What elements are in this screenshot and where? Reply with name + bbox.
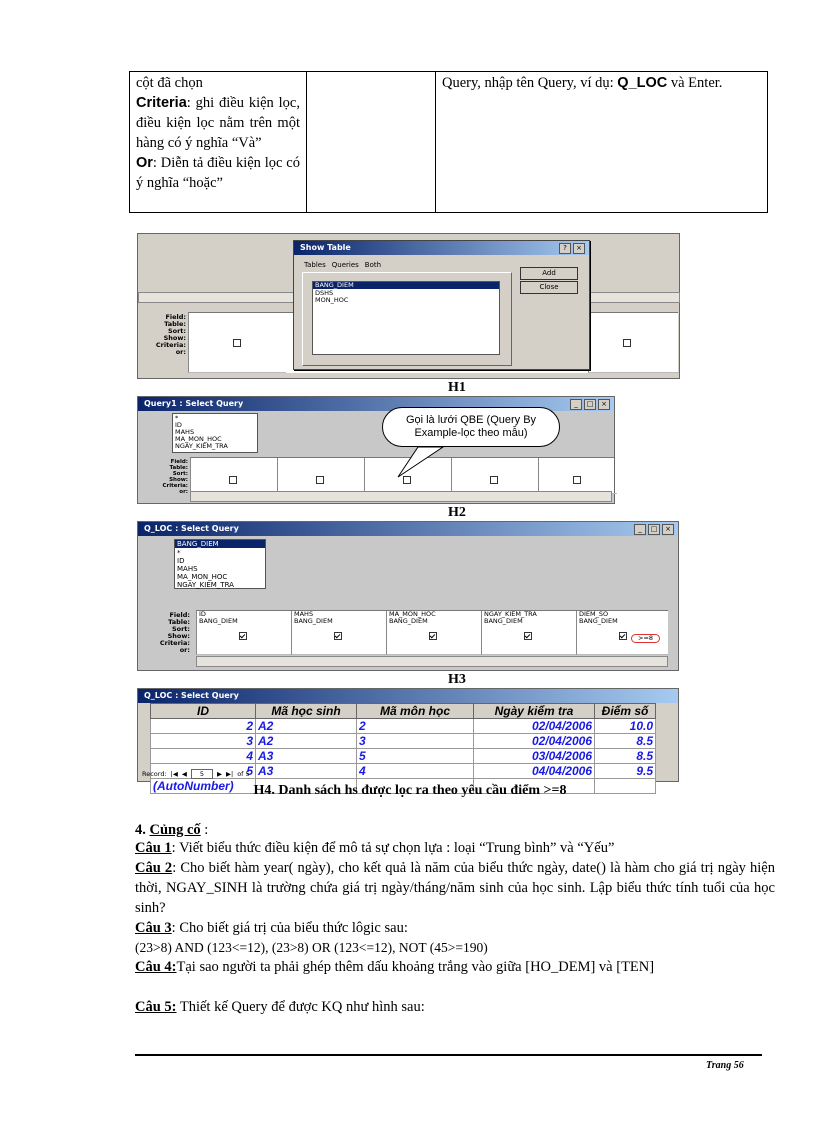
window-title-text: Q_LOC : Select Query xyxy=(144,691,239,700)
table-row[interactable] xyxy=(151,749,656,764)
row-label: Field: xyxy=(165,313,186,321)
field-list xyxy=(174,539,266,589)
field-item[interactable]: ID xyxy=(175,421,182,429)
grid-table[interactable]: BANG_DIEM xyxy=(484,617,523,625)
field-item[interactable]: MA_MON_HOC xyxy=(177,573,228,581)
grid-table[interactable]: BANG_DIEM xyxy=(389,617,428,625)
record-navigator xyxy=(142,769,250,779)
column-header[interactable]: Mã môn học xyxy=(357,704,474,719)
record-label: Record: xyxy=(142,770,167,778)
question-label: Câu 2 xyxy=(135,860,173,876)
grid-field[interactable]: DIEM_SO xyxy=(579,610,609,618)
h1-screenshot xyxy=(137,233,680,379)
field-item[interactable]: NGAY_KIEM_TRA xyxy=(175,442,228,450)
add-button[interactable]: Add xyxy=(520,267,578,280)
show-checkbox[interactable] xyxy=(239,632,247,640)
heading-number: 4. xyxy=(135,822,150,838)
table-row[interactable] xyxy=(151,734,656,749)
h2-scrollbar[interactable] xyxy=(190,491,612,502)
cell-id[interactable]: 2 xyxy=(151,719,256,734)
cell-line-selected-column: cột đã chọn xyxy=(136,75,203,91)
cell-student[interactable]: A3 xyxy=(256,749,357,764)
grid-table[interactable]: BANG_DIEM xyxy=(199,617,238,625)
column-header[interactable]: Điểm số xyxy=(595,704,656,719)
question-text: : Cho biết giá trị của biểu thức lôgic sau: xyxy=(171,920,408,936)
cell-id[interactable]: 4 xyxy=(151,749,256,764)
cell-autonumber[interactable]: (AutoNumber) xyxy=(151,779,256,794)
close-icon[interactable]: × xyxy=(573,243,585,254)
nav-last-icon[interactable]: ▶| xyxy=(226,770,234,778)
question-text: Tại sao người ta phải ghép thêm dấu khoảng trắng vào giữa [HO_DEM] và [TEN] xyxy=(176,959,655,975)
cell-subject[interactable]: 5 xyxy=(357,749,474,764)
row-label: or: xyxy=(175,348,186,356)
row-label: or: xyxy=(179,489,188,495)
tab-tables[interactable]: Tables xyxy=(304,261,326,269)
grid-column[interactable] xyxy=(538,458,617,494)
grid-column[interactable] xyxy=(588,313,679,373)
question-1 xyxy=(135,838,775,858)
minimize-icon[interactable]: _ xyxy=(634,524,646,535)
question-label: Câu 4: xyxy=(135,959,177,975)
window-controls xyxy=(634,524,674,535)
row-label: Table: xyxy=(164,320,186,328)
row-label: Table: xyxy=(169,465,188,471)
tab-queries[interactable]: Queries xyxy=(331,261,359,269)
or-keyword: Or xyxy=(136,155,153,171)
table-list xyxy=(312,281,500,355)
nav-next-icon[interactable]: ▶ xyxy=(217,770,222,778)
question-label: Câu 1 xyxy=(135,840,172,856)
heading-tail: : xyxy=(200,822,209,838)
nav-prev-icon[interactable]: ◀ xyxy=(181,770,187,778)
cell-subject[interactable]: 4 xyxy=(357,764,474,779)
result-datasheet xyxy=(150,703,656,794)
row-label: Sort: xyxy=(171,625,190,633)
close-icon[interactable]: × xyxy=(598,399,610,410)
h2-row-labels xyxy=(142,459,188,495)
h2-caption: H2 xyxy=(448,505,466,520)
table-cell-description xyxy=(130,72,307,213)
window-title-text: Query1 : Select Query xyxy=(144,399,244,408)
h3-row-labels xyxy=(142,612,190,654)
grid-field[interactable]: MAHS xyxy=(294,610,314,618)
grid-column[interactable] xyxy=(196,611,293,655)
show-checkbox[interactable] xyxy=(524,632,532,640)
row-label: Show: xyxy=(167,632,190,640)
cell-score[interactable]: 10.0 xyxy=(595,719,656,734)
h1-caption: H1 xyxy=(448,380,466,395)
grid-column[interactable] xyxy=(481,611,578,655)
row-label: or: xyxy=(179,646,190,654)
table-list-item[interactable]: MON_HOC xyxy=(315,296,349,304)
help-icon[interactable]: ? xyxy=(559,243,571,254)
cell-date[interactable]: 02/04/2006 xyxy=(474,734,595,749)
show-checkbox[interactable] xyxy=(233,339,241,347)
cell-score[interactable]: 9.5 xyxy=(595,764,656,779)
column-header[interactable]: Ngày kiểm tra xyxy=(474,704,595,719)
grid-column[interactable] xyxy=(188,313,286,373)
question-text: : Viết biểu thức điều kiện để mô tả sự chọn lựa : loại “Trung bình” và “Yếu” xyxy=(171,840,615,856)
table-cell-instruction xyxy=(436,72,768,213)
h3-screenshot xyxy=(137,521,679,671)
instruction-text-after: và Enter. xyxy=(667,75,723,91)
field-list-title: BANG_DIEM xyxy=(175,540,265,548)
dialog-title-text: Show Table xyxy=(300,243,351,252)
field-item[interactable]: * xyxy=(177,549,181,557)
criteria-value[interactable]: >=8 xyxy=(631,634,660,643)
cell-score[interactable]: 8.5 xyxy=(595,749,656,764)
field-item[interactable]: MAHS xyxy=(175,428,195,436)
row-label: Criteria: xyxy=(159,639,190,647)
grid-column[interactable] xyxy=(291,611,388,655)
cell-date[interactable]: 04/04/2006 xyxy=(474,764,595,779)
window-title-text: Q_LOC : Select Query xyxy=(144,524,239,533)
window-title xyxy=(138,689,678,703)
h2-screenshot xyxy=(137,396,615,504)
cell-date[interactable]: 03/04/2006 xyxy=(474,749,595,764)
instruction-text-before: Query, nhập tên Query, ví dụ: xyxy=(442,75,618,91)
cell-student[interactable]: A3 xyxy=(256,764,357,779)
continuation-table xyxy=(129,71,768,213)
callout-tail xyxy=(388,447,448,487)
column-header[interactable]: ID xyxy=(151,704,256,719)
question-3 xyxy=(135,918,775,938)
criteria-description xyxy=(136,93,300,153)
dialog-title xyxy=(294,241,589,255)
close-icon[interactable]: × xyxy=(662,524,674,535)
cell-student[interactable]: A2 xyxy=(256,719,357,734)
cell-student[interactable]: A2 xyxy=(256,734,357,749)
question-4 xyxy=(135,957,775,977)
field-item[interactable]: * xyxy=(175,414,179,422)
row-label: Show: xyxy=(163,334,186,342)
show-checkbox[interactable] xyxy=(619,632,627,640)
field-item[interactable]: NGAY_KIEM_TRA xyxy=(177,581,234,589)
grid-column[interactable] xyxy=(277,458,366,494)
cell-date[interactable]: 02/04/2006 xyxy=(474,719,595,734)
section-heading xyxy=(135,820,775,840)
cell-id[interactable]: 5 xyxy=(151,764,256,779)
show-checkbox[interactable] xyxy=(229,476,237,484)
maximize-icon[interactable]: □ xyxy=(584,399,596,410)
window-controls xyxy=(570,399,610,410)
h4-caption: H4. Danh sách hs được lọc ra theo yêu cầu điểm >=8 xyxy=(253,783,567,798)
cell-subject[interactable]: 2 xyxy=(357,719,474,734)
tab-both[interactable]: Both xyxy=(364,261,382,269)
show-table-dialog xyxy=(293,240,590,370)
or-text: : Diễn tả điều kiện lọc có ý nghĩa “hoặc” xyxy=(136,155,300,191)
row-label: Table: xyxy=(168,618,190,626)
show-checkbox[interactable] xyxy=(490,476,498,484)
row-label: Show: xyxy=(169,477,188,483)
grid-table[interactable]: BANG_DIEM xyxy=(294,617,333,625)
or-description xyxy=(136,153,300,193)
grid-column[interactable] xyxy=(386,611,483,655)
show-checkbox[interactable] xyxy=(334,632,342,640)
record-count: of 5 xyxy=(237,770,250,778)
question-5 xyxy=(135,997,775,1017)
record-number[interactable]: 5 xyxy=(191,769,213,779)
qbe-callout: Gọi là lưới QBE (Query By Example-lọc theo mẫu) xyxy=(382,407,560,447)
question-label: Câu 3 xyxy=(135,920,172,936)
row-label: Sort: xyxy=(172,471,188,477)
footer-rule xyxy=(135,1054,762,1056)
grid-column[interactable] xyxy=(451,458,540,494)
criteria-text: : ghi điều kiện lọc, điều kiện lọc nằm trên một hàng có ý nghĩa “Và” xyxy=(136,95,300,151)
h3-qbe-grid xyxy=(196,610,668,655)
cell-id[interactable]: 3 xyxy=(151,734,256,749)
show-checkbox[interactable] xyxy=(573,476,581,484)
row-label: Field: xyxy=(170,459,188,465)
row-label: Sort: xyxy=(167,327,186,335)
dialog-controls xyxy=(559,243,585,254)
grid-field[interactable]: NGAY_KIEM_TRA xyxy=(484,610,537,618)
h1-row-labels xyxy=(142,314,186,356)
grid-table[interactable]: BANG_DIEM xyxy=(579,617,618,625)
row-label: Field: xyxy=(169,611,190,619)
question-label: Câu 5: xyxy=(135,999,177,1015)
query-name: Q_LOC xyxy=(617,75,668,91)
nav-first-icon[interactable]: |◀ xyxy=(170,770,178,778)
table-cell-empty xyxy=(307,72,436,213)
h3-caption: H3 xyxy=(448,672,466,687)
grid-field[interactable]: ID xyxy=(199,610,206,618)
grid-column[interactable] xyxy=(576,611,669,655)
question-text: : Cho biết hàm year( ngày), cho kết quả là năm của biểu thức ngày, date() là hàm cho giá trị ngày hiện thời, NGAY_SINH là trường chứa giá trị ngày/tháng/năm sinh của học sinh. Lập biểu thức tính tuổi của học sinh? xyxy=(135,860,775,916)
question-3-expression: (23>8) AND (123<=12), (23>8) OR (123<=12), NOT (45>=190) xyxy=(135,940,488,955)
criteria-keyword: Criteria xyxy=(136,95,187,111)
grid-column[interactable] xyxy=(190,458,279,494)
show-checkbox[interactable] xyxy=(623,339,631,347)
show-checkbox[interactable] xyxy=(316,476,324,484)
close-button[interactable]: Close xyxy=(520,281,578,294)
cell-subject[interactable]: 3 xyxy=(357,734,474,749)
page-number: Trang 56 xyxy=(706,1060,744,1071)
field-item[interactable]: ID xyxy=(177,557,185,565)
table-list-item[interactable]: BANG_DIEM xyxy=(313,282,499,289)
question-text: Thiết kế Query để được KQ như hình sau: xyxy=(176,999,425,1015)
field-item[interactable]: MA_MON_HOC xyxy=(175,435,222,443)
h3-scrollbar[interactable] xyxy=(196,656,668,667)
maximize-icon[interactable]: □ xyxy=(648,524,660,535)
grid-field[interactable]: MA_MON_HOC xyxy=(389,610,436,618)
column-header[interactable]: Mã học sinh xyxy=(256,704,357,719)
table-row[interactable] xyxy=(151,719,656,734)
field-item[interactable]: MAHS xyxy=(177,565,198,573)
minimize-icon[interactable]: _ xyxy=(570,399,582,410)
question-2 xyxy=(135,858,775,918)
row-label: Criteria: xyxy=(162,483,188,489)
row-label: Criteria: xyxy=(155,341,186,349)
show-checkbox[interactable] xyxy=(429,632,437,640)
table-list-item[interactable]: DSHS xyxy=(315,289,334,297)
window-title xyxy=(138,522,678,536)
field-list xyxy=(172,413,258,453)
cell-score[interactable]: 8.5 xyxy=(595,734,656,749)
dialog-tabs xyxy=(304,261,381,269)
heading-title: Củng cố xyxy=(149,822,201,838)
